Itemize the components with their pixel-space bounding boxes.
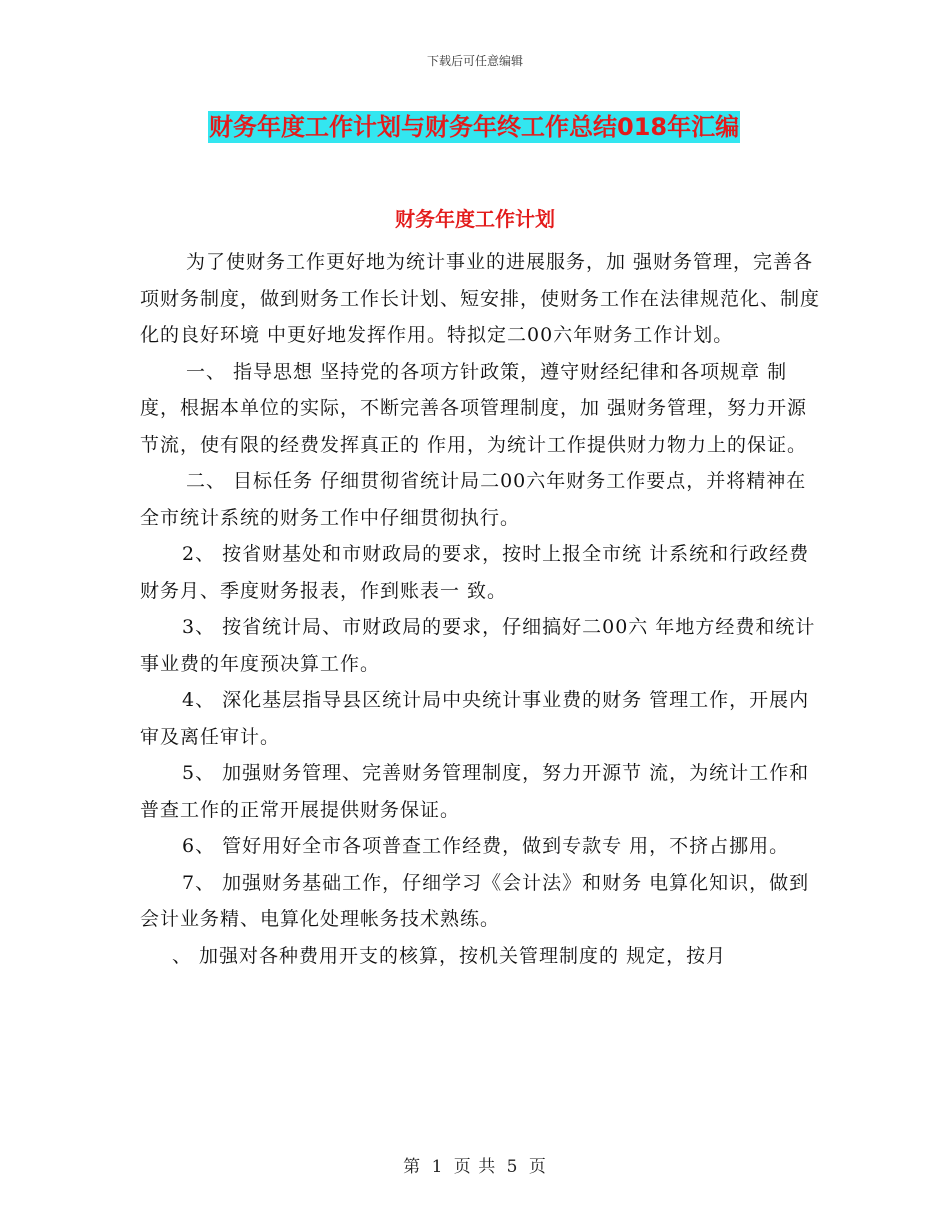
document-body (140, 244, 820, 974)
document-title: 财务年度工作计划与财务年终工作总结018年汇编 (209, 113, 740, 141)
paragraph-guiding-principle: 一、 指导思想 坚持党的各项方针政策，遵守财经纪律和各项规章 制度，根据本单位的实际，不断完善各项管理制度，加 强财务管理，努力开源节流，使有限的经费发挥真正的 作用，为统计工作提供财力物力上的保证。 (140, 360, 808, 456)
paragraph-objectives: 二、 目标任务 仔细贯彻省统计局二00六年财务工作要点，并将精神在全市统计系统的财务工作中仔细贯彻执行。 (140, 470, 807, 529)
page-current: 1 (431, 1157, 444, 1177)
page-suffix: 页 (528, 1157, 547, 1177)
page-total: 5 (506, 1157, 519, 1177)
paragraph-item-5: 5、 加强财务管理、完善财务管理制度，努力开源节 流，为统计工作和普查工作的正常开展提供财务保证。 (140, 762, 810, 821)
page-middle: 页 共 (453, 1157, 497, 1177)
paragraph-item-6: 6、 管好用好全市各项普查工作经费，做到专款专 用，不挤占挪用。 (182, 835, 790, 857)
paragraph-item-4: 4、 深化基层指导县区统计局中央统计事业费的财务 管理工作，开展内审及离任审计。 (140, 689, 810, 748)
page-prefix: 第 (403, 1157, 422, 1177)
paragraph-item-3: 3、 按省统计局、市财政局的要求，仔细搞好二00六 年地方经费和统计事业费的年度预决算工作。 (140, 616, 816, 675)
paragraph-item-7: 7、 加强财务基础工作，仔细学习《会计法》和财务 电算化知识，做到会计业务精、电算化处理帐务技术熟练。 (140, 871, 810, 930)
paragraph-item-8: 、 加强对各种费用开支的核算，按机关管理制度的 规定，按月 (172, 944, 727, 967)
section-title: 财务年度工作计划 (395, 207, 555, 231)
paragraph-intro: 为了使财务工作更好地为统计事业的进展服务，加 强财务管理，完善各项财务制度，做到财务工作长计划、短安排，使财务工作在法律规范化、制度化的良好环境 中更好地发挥作用。特拟定二00六年财务工作计划。 (140, 251, 821, 346)
page-footer (0, 1152, 950, 1177)
header-note: 下载后可任意编辑 (426, 54, 523, 68)
paragraph-item-2: 2、 按省财基处和市财政局的要求，按时上报全市统 计系统和行政经费财务月、季度财务报表，作到账表一 致。 (140, 543, 810, 602)
